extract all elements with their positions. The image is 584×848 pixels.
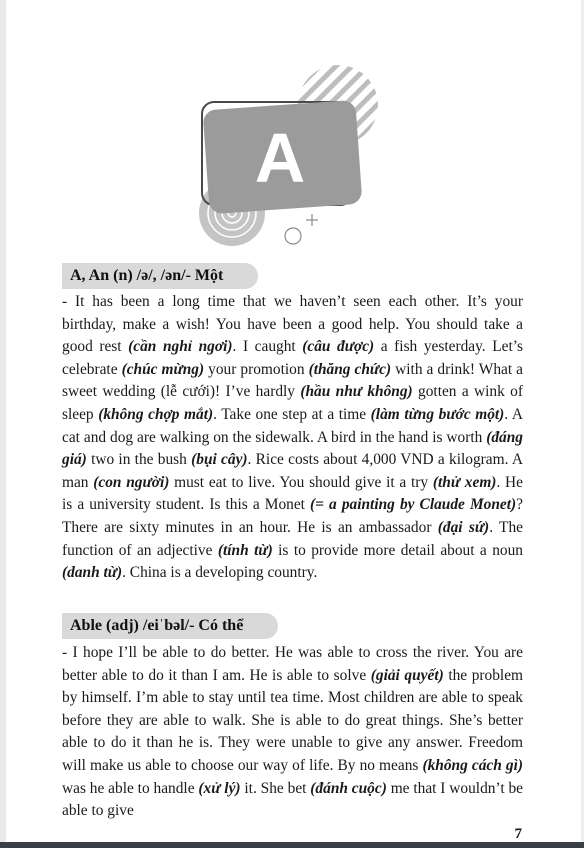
gloss-text: (thử xem) <box>432 473 497 491</box>
gloss-text: (cần nghỉ ngơi) <box>128 338 233 356</box>
entry-body-able <box>62 642 523 824</box>
entry-heading-able: Able (adj) /eiˈbəl/- Có thể <box>62 613 278 639</box>
gloss-text: (hầu như không) <box>300 383 413 401</box>
plus-icon <box>306 214 318 226</box>
page-number: 7 <box>514 826 522 842</box>
body-text: . The function of an adjective <box>62 518 523 559</box>
bottom-bar <box>0 842 584 848</box>
gloss-text: (làm từng bước một) <box>370 405 505 423</box>
small-circle <box>285 228 301 244</box>
gloss-text: (đại sứ) <box>437 518 490 536</box>
gloss-text: (giải quyết) <box>370 666 444 684</box>
body-text: must eat to live. You should give it a try <box>169 473 433 491</box>
gloss-text: (= a painting by Claude Monet) <box>310 496 517 514</box>
body-text: . Take one step at a time <box>213 405 371 423</box>
body-text: two in the bush <box>86 451 192 469</box>
body-text: . He is a university student. Is this a Monet <box>62 473 523 514</box>
body-text: the problem by himself. I’m able to stay until tea time. Most children are able to speak before they are able to walk. She is able to do great things. She’s better able to do it than he is. They were unable to give any answer. Freedom will make us able to choose our way of life. By no means <box>62 666 523 774</box>
logo-letter: A <box>254 119 306 197</box>
gloss-text: (danh từ) <box>62 564 123 582</box>
gloss-text: (không chợp mắt) <box>98 405 214 423</box>
gloss-text: (đáng giá) <box>62 428 523 469</box>
entry-body-a <box>62 291 523 585</box>
gloss-text: (con người) <box>93 473 170 491</box>
body-text: . I caught <box>232 338 303 356</box>
gloss-text: (xử lý) <box>198 779 241 797</box>
body-text: - I hope I’ll be able to do better. He was able to cross the river. You are better able to do it than I am. He is able to solve <box>62 644 523 684</box>
body-text: gotten a wink of sleep <box>62 383 523 423</box>
body-text: with a drink! What a sweet wedding (lễ cưới)! I’ve hardly <box>62 360 524 401</box>
body-text: was he able to handle <box>62 779 199 797</box>
body-text: . A cat and dog are walking on the sidewalk. A bird in the hand is worth <box>62 405 523 446</box>
body-text: me that I wouldn’t be able to give <box>62 779 523 820</box>
gloss-text: (đánh cuộc) <box>310 779 387 797</box>
body-text: your promotion <box>204 360 309 378</box>
body-text: a fish yesterday. Let’s celebrate <box>62 338 523 378</box>
gloss-text: (bụi cây) <box>191 451 248 469</box>
body-text: - It has been a long time that we haven’t seen each other. It’s your birthday, make a wish! You have been a good help. You should take a good rest <box>62 293 523 356</box>
body-text: it. She bet <box>240 779 311 797</box>
gloss-text: (chúc mừng) <box>121 360 205 378</box>
entry-heading-a: A, An (n) /ə/, /ən/- Một <box>62 263 258 289</box>
gloss-text: (tính từ) <box>217 541 273 559</box>
gloss-text: (không cách gì) <box>422 756 523 774</box>
body-text: . China is a developing country. <box>122 564 318 582</box>
body-text: . Rice costs about 4,000 VND a kilogram. A man <box>62 451 523 491</box>
body-text: is to provide more detail about a noun <box>272 541 523 559</box>
letter-a-logo <box>188 60 388 250</box>
gloss-text: (câu được) <box>302 338 375 356</box>
body-text: ? There are sixty minutes in an hour. He is an ambassador <box>62 496 523 536</box>
gloss-text: (thăng chức) <box>308 360 392 378</box>
page-edge-left <box>0 0 6 848</box>
